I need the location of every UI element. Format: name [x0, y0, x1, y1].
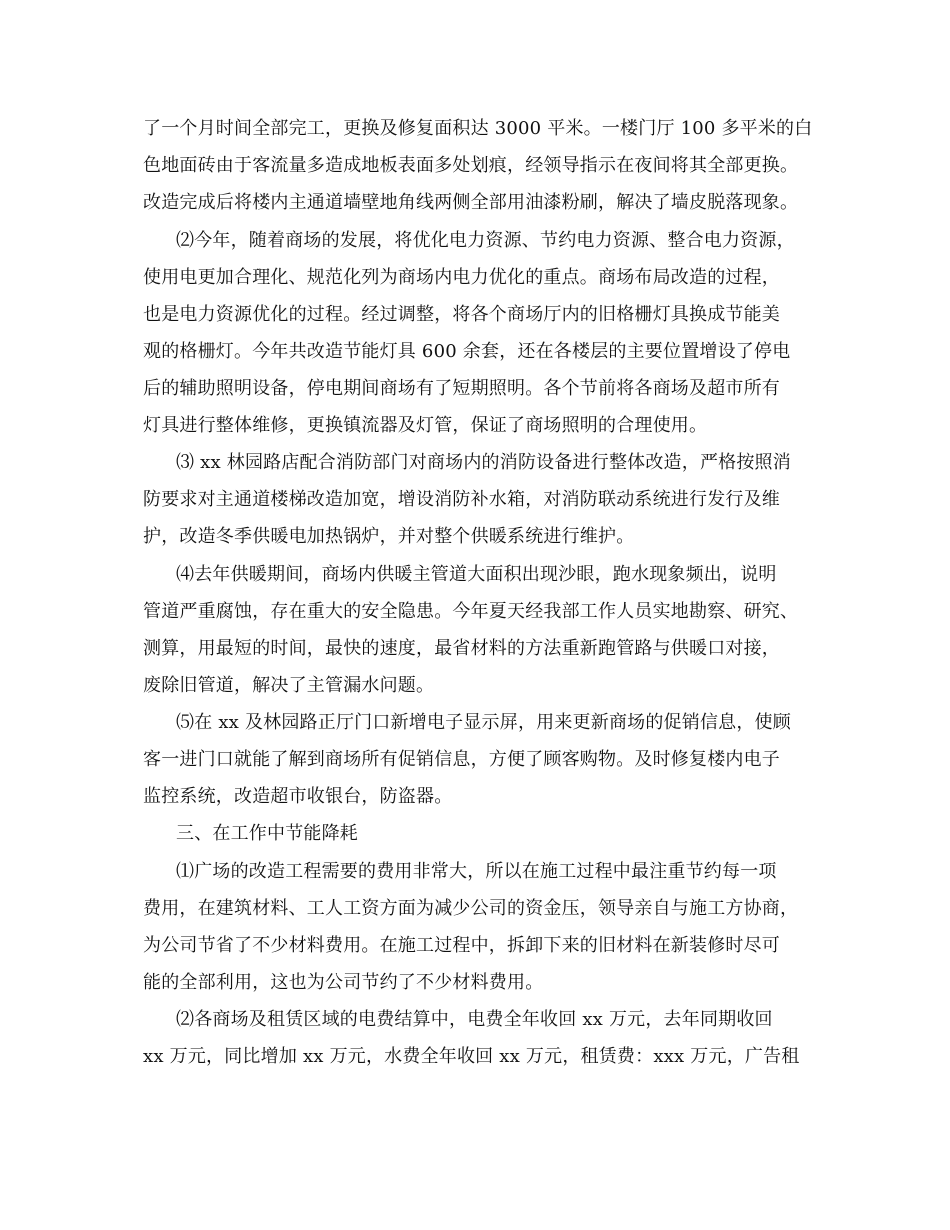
text-line: ⑶ xx 林园路店配合消防部门对商场内的消防设备进行整体改造，严格按照消 [176, 452, 791, 473]
text-line: 灯具进行整体维修，更换镇流器及灯管，保证了商场照明的合理使用。 [143, 415, 708, 436]
text-line: 观的格栅灯。今年共改造节能灯具 600 余套，还在各楼层的主要位置增设了停电 [143, 341, 791, 362]
text-line: 废除旧管道，解决了主管漏水问题。 [143, 675, 435, 696]
text-line: ⑵今年，随着商场的发展，将优化电力资源、节约电力资源、整合电力资源， [176, 230, 795, 251]
text-line: ⑴广场的改造工程需要的费用非常大，所以在施工过程中最注重节约每一项 [176, 861, 777, 882]
text-line: ⑸在 xx 及林园路正厅门口新增电子显示屏，用来更新商场的促销信息，使顾 [176, 712, 791, 733]
text-line: 能的全部利用，这也为公司节约了不少材料费用。 [143, 972, 544, 993]
text-line: 改造完成后将楼内主通道墙壁地角线两侧全部用油漆粉刷，解决了墙皮脱落现象。 [143, 192, 799, 213]
text-line: 使用电更加合理化、规范化列为商场内电力优化的重点。商场布局改造的过程， [143, 267, 780, 288]
text-line: 色地面砖由于客流量多造成地板表面多处划痕，经领导指示在夜间将其全部更换。 [143, 155, 799, 176]
text-line: 护，改造冬季供暖电加热锅炉，并对整个供暖系统进行维护。 [143, 526, 635, 547]
text-line: 管道严重腐蚀，存在重大的安全隐患。今年夏天经我部工作人员实地勘察、研究、 [143, 601, 799, 622]
text-line: 后的辅助照明设备，停电期间商场有了短期照明。各个节前将各商场及超市所有 [143, 378, 780, 399]
text-line: 为公司节省了不少材料费用。在施工过程中，拆卸下来的旧材料在新装修时尽可 [143, 935, 780, 956]
text-line: ⑵各商场及租赁区域的电费结算中，电费全年收回 xx 万元，去年同期收回 [176, 1009, 773, 1030]
text-line: ⑷去年供暖期间，商场内供暖主管道大面积出现沙眼，跑水现象频出，说明 [176, 564, 777, 585]
text-line: 客一进门口就能了解到商场所有促销信息，方便了顾客购物。及时修复楼内电子 [143, 749, 780, 770]
text-line: 了一个月时间全部完工，更换及修复面积达 3000 平米。一楼门厅 100 多平米的白 [143, 118, 813, 139]
text-line: 防要求对主通道楼梯改造加宽，增设消防补水箱，对消防联动系统进行发行及维 [143, 489, 780, 510]
text-line: 费用，在建筑材料、工人工资方面为减少公司的资金压，领导亲自与施工方协商， [143, 898, 799, 919]
text-line: 也是电力资源优化的过程。经过调整，将各个商场厅内的旧格栅灯具换成节能美 [143, 304, 780, 325]
text-line: xx 万元，同比增加 xx 万元，水费全年收回 xx 万元，租赁费：xxx 万元，广告租 [143, 1046, 800, 1067]
text-line: 监控系统，改造超市收银台，防盗器。 [143, 786, 453, 807]
text-line: 测算，用最短的时间，最快的速度，最省材料的方法重新跑管路与供暖口对接， [143, 638, 780, 659]
section-heading: 三、在工作中节能降耗 [176, 823, 358, 844]
